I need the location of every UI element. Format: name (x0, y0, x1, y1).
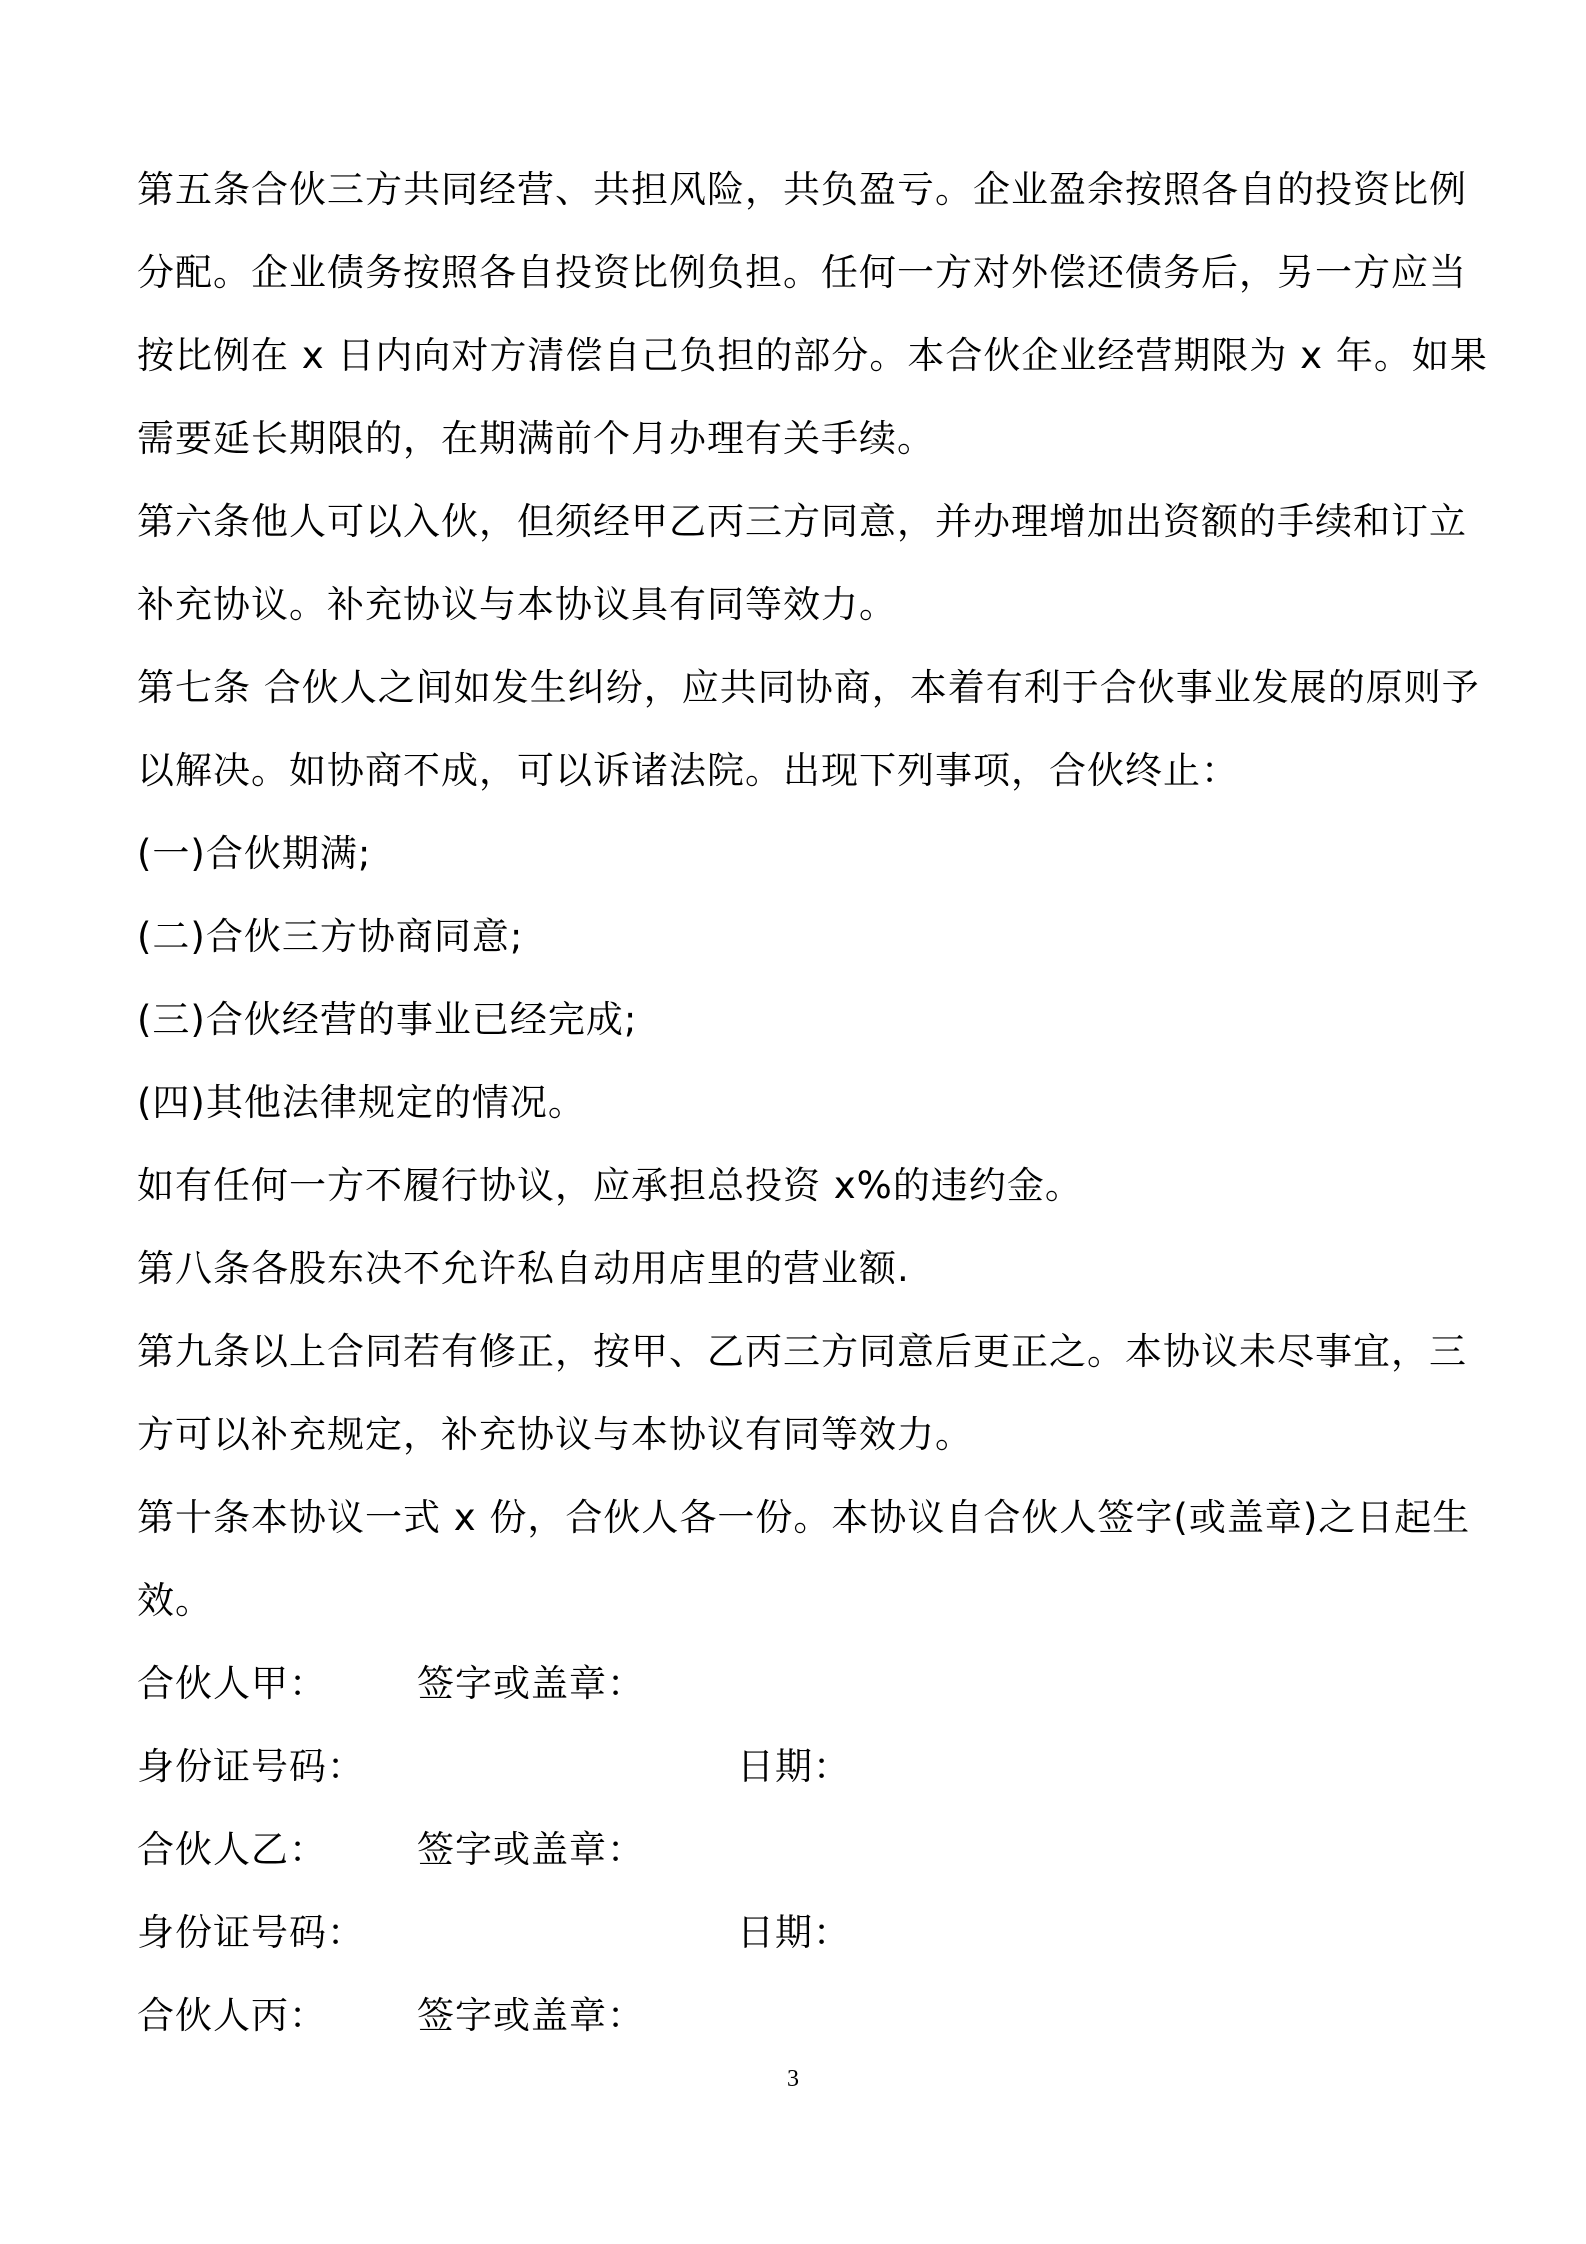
id-date-row (137, 1898, 1467, 1981)
text-line: 需要延长期限的，在期满前个月办理有关手续。 (137, 417, 935, 460)
date-label: 日期： (737, 1745, 851, 1788)
text-line: 第八条各股东决不允许私自动用店里的营业额. (137, 1247, 910, 1290)
text-line: 补充协议。补充协议与本协议具有同等效力。 (137, 583, 897, 626)
text-line: 效。 (137, 1579, 213, 1622)
list-item: (二)合伙三方协商同意; (137, 915, 524, 958)
list-item: (四)其他法律规定的情况。 (137, 1081, 586, 1124)
text-line: 以解决。如协商不成，可以诉诸法院。出现下列事项，合伙终止： (137, 749, 1239, 792)
id-number-label: 身份证号码： (137, 1911, 365, 1954)
list-item: (一)合伙期满; (137, 832, 372, 875)
signature-row-partner-c (137, 1981, 1467, 2064)
signature-row-partner-a (137, 1649, 1467, 1732)
partner-c-label: 合伙人丙： (137, 1994, 327, 2037)
id-date-row (137, 1732, 1467, 1815)
id-number-label: 身份证号码： (137, 1745, 365, 1788)
sign-or-seal-label: 签字或盖章： (417, 1994, 645, 2037)
text-line: 按比例在 x 日内向对方清偿自己负担的部分。本合伙企业经营期限为 x 年。如果 (137, 334, 1488, 377)
page-number: 3 (787, 2066, 799, 2092)
date-label: 日期： (737, 1911, 851, 1954)
text-line: 第六条他人可以入伙，但须经甲乙丙三方同意，并办理增加出资额的手续和订立 (137, 500, 1467, 543)
partner-a-label: 合伙人甲： (137, 1662, 327, 1705)
text-line: 第十条本协议一式 x 份，合伙人各一份。本协议自合伙人签字(或盖章)之日起生 (137, 1496, 1471, 1539)
text-line: 第五条合伙三方共同经营、共担风险，共负盈亏。企业盈余按照各自的投资比例 (137, 168, 1467, 211)
document-body (137, 155, 1488, 2064)
text-line: 分配。企业债务按照各自投资比例负担。任何一方对外偿还债务后，另一方应当 (137, 251, 1467, 294)
signature-row-partner-b (137, 1815, 1467, 1898)
list-item: (三)合伙经营的事业已经完成; (137, 998, 638, 1041)
text-line: 如有任何一方不履行协议，应承担总投资 x%的违约金。 (137, 1164, 1083, 1207)
sign-or-seal-label: 签字或盖章： (417, 1828, 645, 1871)
sign-or-seal-label: 签字或盖章： (417, 1662, 645, 1705)
text-line: 第七条 合伙人之间如发生纠纷，应共同协商，本着有利于合伙事业发展的原则予 (137, 666, 1480, 709)
text-line: 方可以补充规定，补充协议与本协议有同等效力。 (137, 1413, 973, 1456)
partner-b-label: 合伙人乙： (137, 1828, 327, 1871)
text-line: 第九条以上合同若有修正，按甲、乙丙三方同意后更正之。本协议未尽事宜，三 (137, 1330, 1467, 1373)
